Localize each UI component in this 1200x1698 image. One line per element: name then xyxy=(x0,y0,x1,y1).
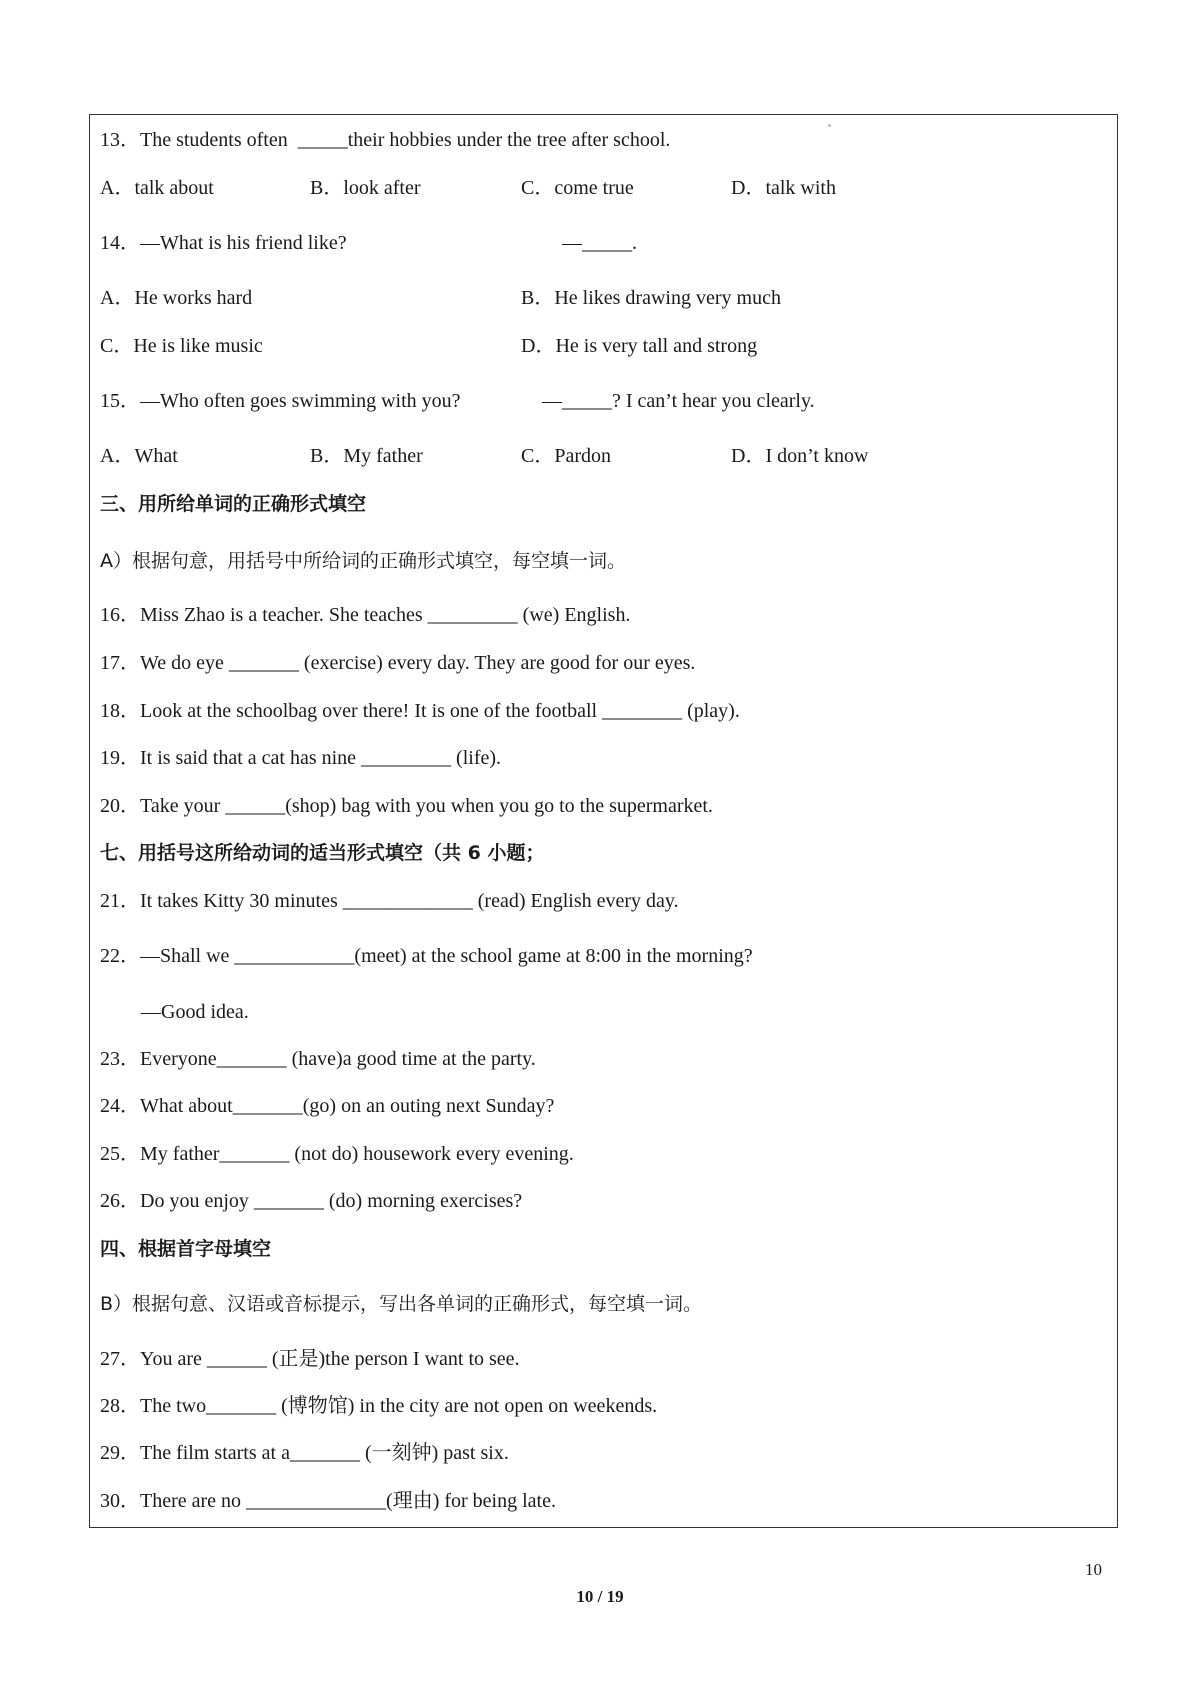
question-17: 17．We do eye _______ (exercise) every day. They are good for our eyes. xyxy=(100,652,696,674)
question-26: 26．Do you enjoy _______ (do) morning exercises? xyxy=(100,1190,523,1212)
q14-option-c: C．He is like music xyxy=(100,335,263,357)
q13-option-d: D．talk with xyxy=(731,177,836,199)
question-25: 25．My father_______ (not do) housework every evening. xyxy=(100,1143,574,1165)
question-30: 30．There are no ______________(理由) for being late. xyxy=(100,1490,556,1512)
question-18: 18．Look at the schoolbag over there! It is one of the football ________ (play). xyxy=(100,700,740,722)
question-23: 23．Everyone_______ (have)a good time at the party. xyxy=(100,1048,536,1070)
question-13: 13．The students often _____their hobbies under the tree after school. xyxy=(100,129,671,151)
question-22: 22．—Shall we ____________(meet) at the school game at 8:00 in the morning? xyxy=(100,945,753,967)
section-4-instruction: B）根据句意、汉语或音标提示，写出各单词的正确形式，每空填一词。 xyxy=(100,1293,703,1315)
q13-option-c: C．come true xyxy=(521,177,634,199)
q14-option-d: D．He is very tall and strong xyxy=(521,335,758,357)
question-15: 15．—Who often goes swimming with you? xyxy=(100,390,461,412)
q13-option-a: A．talk about xyxy=(100,177,214,199)
page-number: 10 xyxy=(1085,1560,1102,1579)
q15-option-b: B．My father xyxy=(310,445,423,467)
question-27: 27．You are ______ (正是)the person I want to see. xyxy=(100,1348,520,1370)
question-28: 28．The two_______ (博物馆) in the city are not open on weekends. xyxy=(100,1395,658,1417)
q15-option-c: C．Pardon xyxy=(521,445,611,467)
q14-option-a: A．He works hard xyxy=(100,287,253,309)
section-3-instruction: A）根据句意，用括号中所给词的正确形式填空，每空填一词。 xyxy=(100,550,626,572)
q13-option-b: B．look after xyxy=(310,177,421,199)
question-16: 16．Miss Zhao is a teacher. She teaches _________ (we) English. xyxy=(100,604,631,626)
q15-option-d: D．I don’t know xyxy=(731,445,869,467)
q14-option-b: B．He likes drawing very much xyxy=(521,287,781,309)
page-footer: 10 / 19 xyxy=(576,1587,624,1606)
question-20: 20．Take your ______(shop) bag with you when you go to the supermarket. xyxy=(100,795,713,817)
question-19: 19．It is said that a cat has nine _________ (life). xyxy=(100,747,502,769)
question-22-reply: —Good idea. xyxy=(141,1001,249,1023)
question-24: 24．What about_______(go) on an outing next Sunday? xyxy=(100,1095,555,1117)
section-7-title: 七、用括号这所给动词的适当形式填空（共 6 小题； xyxy=(100,842,545,864)
section-3-title: 三、用所给单词的正确形式填空 xyxy=(100,493,367,515)
question-21: 21．It takes Kitty 30 minutes _____________ (read) English every day. xyxy=(100,890,679,912)
question-15-reply: —_____? I can’t hear you clearly. xyxy=(542,390,815,412)
question-14: 14．—What is his friend like? xyxy=(100,232,347,254)
scan-speck xyxy=(828,124,831,127)
question-14-reply: —_____. xyxy=(562,232,637,254)
question-29: 29．The film starts at a_______ (一刻钟) past six. xyxy=(100,1442,509,1464)
q15-option-a: A．What xyxy=(100,445,178,467)
section-4-title: 四、根据首字母填空 xyxy=(100,1238,272,1260)
